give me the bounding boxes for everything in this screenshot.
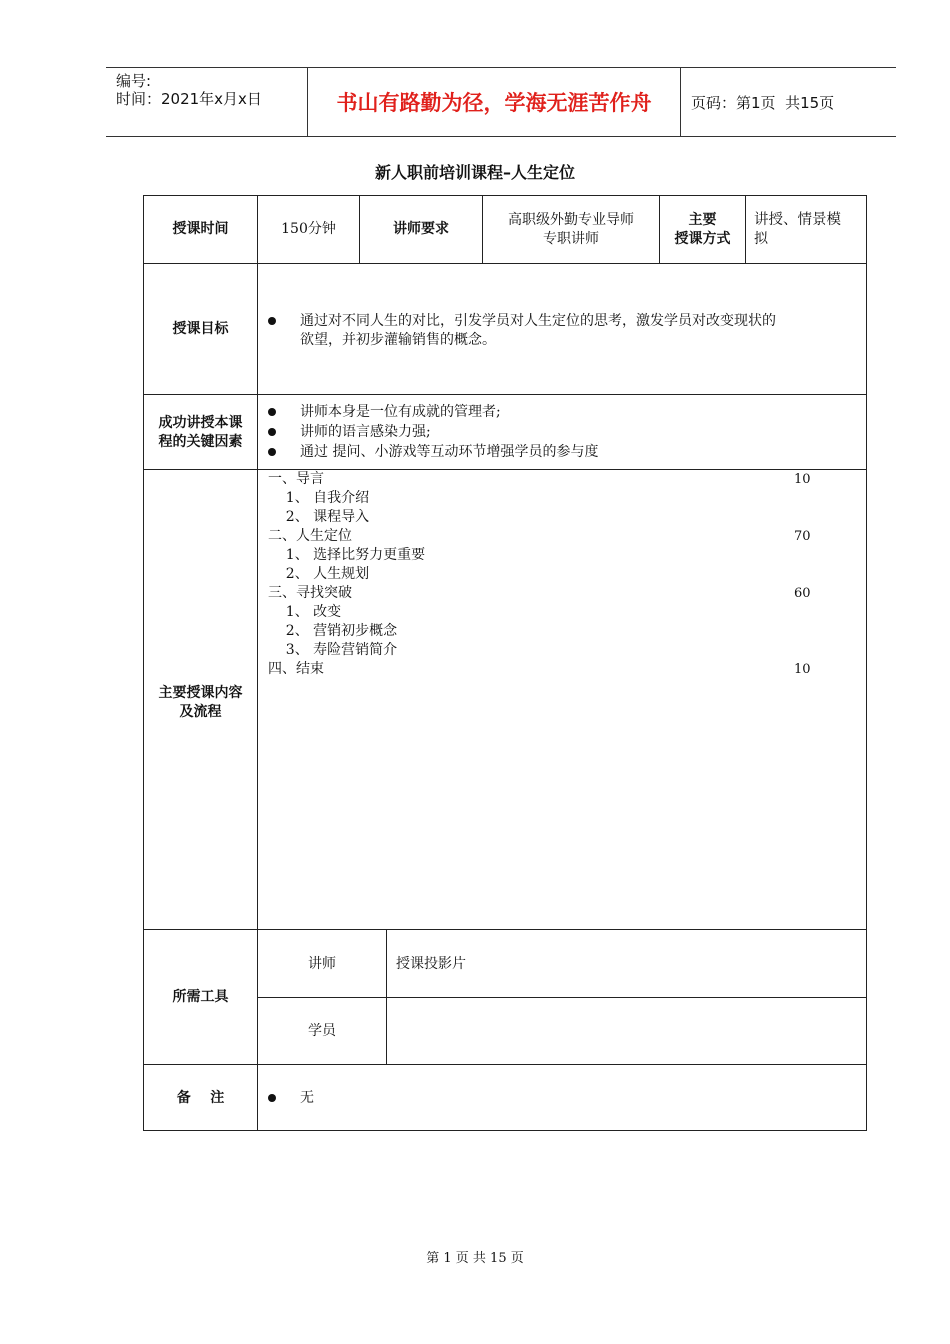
lecturer-req-value-1: 高职级外勤专业导师 [508, 212, 634, 228]
time-label: 时间：2021年x月x日 [116, 90, 262, 108]
flow-item: 2、 营销初步概念 [268, 623, 398, 639]
bullet-icon [268, 1094, 276, 1102]
time-label-cell: 授课时间 [172, 221, 229, 237]
teaching-mode-label-1: 主要 [688, 212, 717, 228]
flow-item: 1、 改变 [268, 604, 342, 620]
flow-item: 1、 选择比努力更重要 [268, 547, 426, 563]
flow-item: 四、结束 [268, 661, 324, 677]
teaching-mode-label-2: 授课方式 [674, 231, 731, 247]
key-factor-item: 通过 提问、小游戏等互动环节增强学员的参与度 [300, 444, 599, 460]
bullet-icon [268, 317, 276, 325]
header-motto: 书山有路勤为径，学海无涯苦作舟 [307, 68, 681, 136]
remark-value: 无 [300, 1090, 314, 1106]
lecturer-req-value-2: 专职讲师 [543, 231, 599, 247]
flow-item: 一、导言 [268, 471, 324, 487]
col-divider [386, 929, 387, 1064]
key-factors-label-2: 程的关键因素 [158, 434, 243, 450]
teaching-mode-value-1: 讲授、情景模 [754, 212, 841, 228]
lecturer-req-label: 讲师要求 [393, 221, 449, 237]
goal-label: 授课目标 [172, 321, 229, 337]
tools-label: 所需工具 [172, 989, 229, 1005]
bullet-icon [268, 408, 276, 416]
header-page-info [681, 68, 896, 136]
bullet-icon [268, 428, 276, 436]
flow-item: 三、寻找突破 [268, 585, 352, 601]
flow-minutes: 70 [794, 529, 811, 544]
footer-page-number: 第 1 页 共 15 页 [426, 1251, 524, 1266]
tools-student-label: 学员 [308, 1023, 336, 1039]
number-label: 编号: [116, 72, 152, 90]
tools-lecturer-label: 讲师 [308, 956, 336, 972]
row-divider [144, 263, 866, 264]
flow-item: 2、 课程导入 [268, 509, 370, 525]
goal-text-2: 欲望，并初步灌输销售的概念。 [300, 332, 496, 348]
remark-label: 备 注 [176, 1090, 225, 1106]
flow-minutes: 10 [794, 662, 811, 677]
teaching-mode-value-2: 拟 [754, 231, 768, 247]
row-divider [144, 1064, 866, 1065]
bullet-icon [268, 448, 276, 456]
flow-minutes: 10 [794, 472, 811, 487]
flow-label-1: 主要授课内容 [158, 685, 243, 701]
row-divider [258, 997, 866, 998]
header-meta [106, 68, 306, 136]
flow-item: 3、 寿险营销简介 [268, 642, 398, 658]
tools-lecturer-value: 授课投影片 [396, 956, 466, 972]
key-factor-item: 讲师本身是一位有成就的管理者; [300, 404, 501, 420]
row-divider [144, 394, 866, 395]
col-divider [257, 196, 258, 1130]
flow-item: 1、 自我介绍 [268, 490, 370, 506]
page-header [106, 67, 896, 137]
flow-label-2: 及流程 [179, 704, 222, 720]
page-info-text: 页码：第1页 共15页 [691, 93, 835, 112]
row-divider [144, 929, 866, 930]
time-value-cell: 150分钟 [281, 221, 336, 237]
goal-text-1: 通过对不同人生的对比，引发学员对人生定位的思考，激发学员对改变现状的 [300, 313, 776, 329]
course-table [143, 195, 867, 1131]
row-divider [144, 469, 866, 470]
flow-item: 2、 人生规划 [268, 566, 370, 582]
flow-minutes: 60 [794, 586, 811, 601]
col-divider [745, 196, 746, 263]
flow-item: 二、人生定位 [268, 528, 352, 544]
key-factors-label-1: 成功讲授本课 [158, 415, 243, 431]
page-footer [0, 1247, 950, 1266]
key-factor-item: 讲师的语言感染力强; [300, 424, 431, 440]
document-title: 新人职前培训课程–人生定位 [374, 163, 575, 182]
